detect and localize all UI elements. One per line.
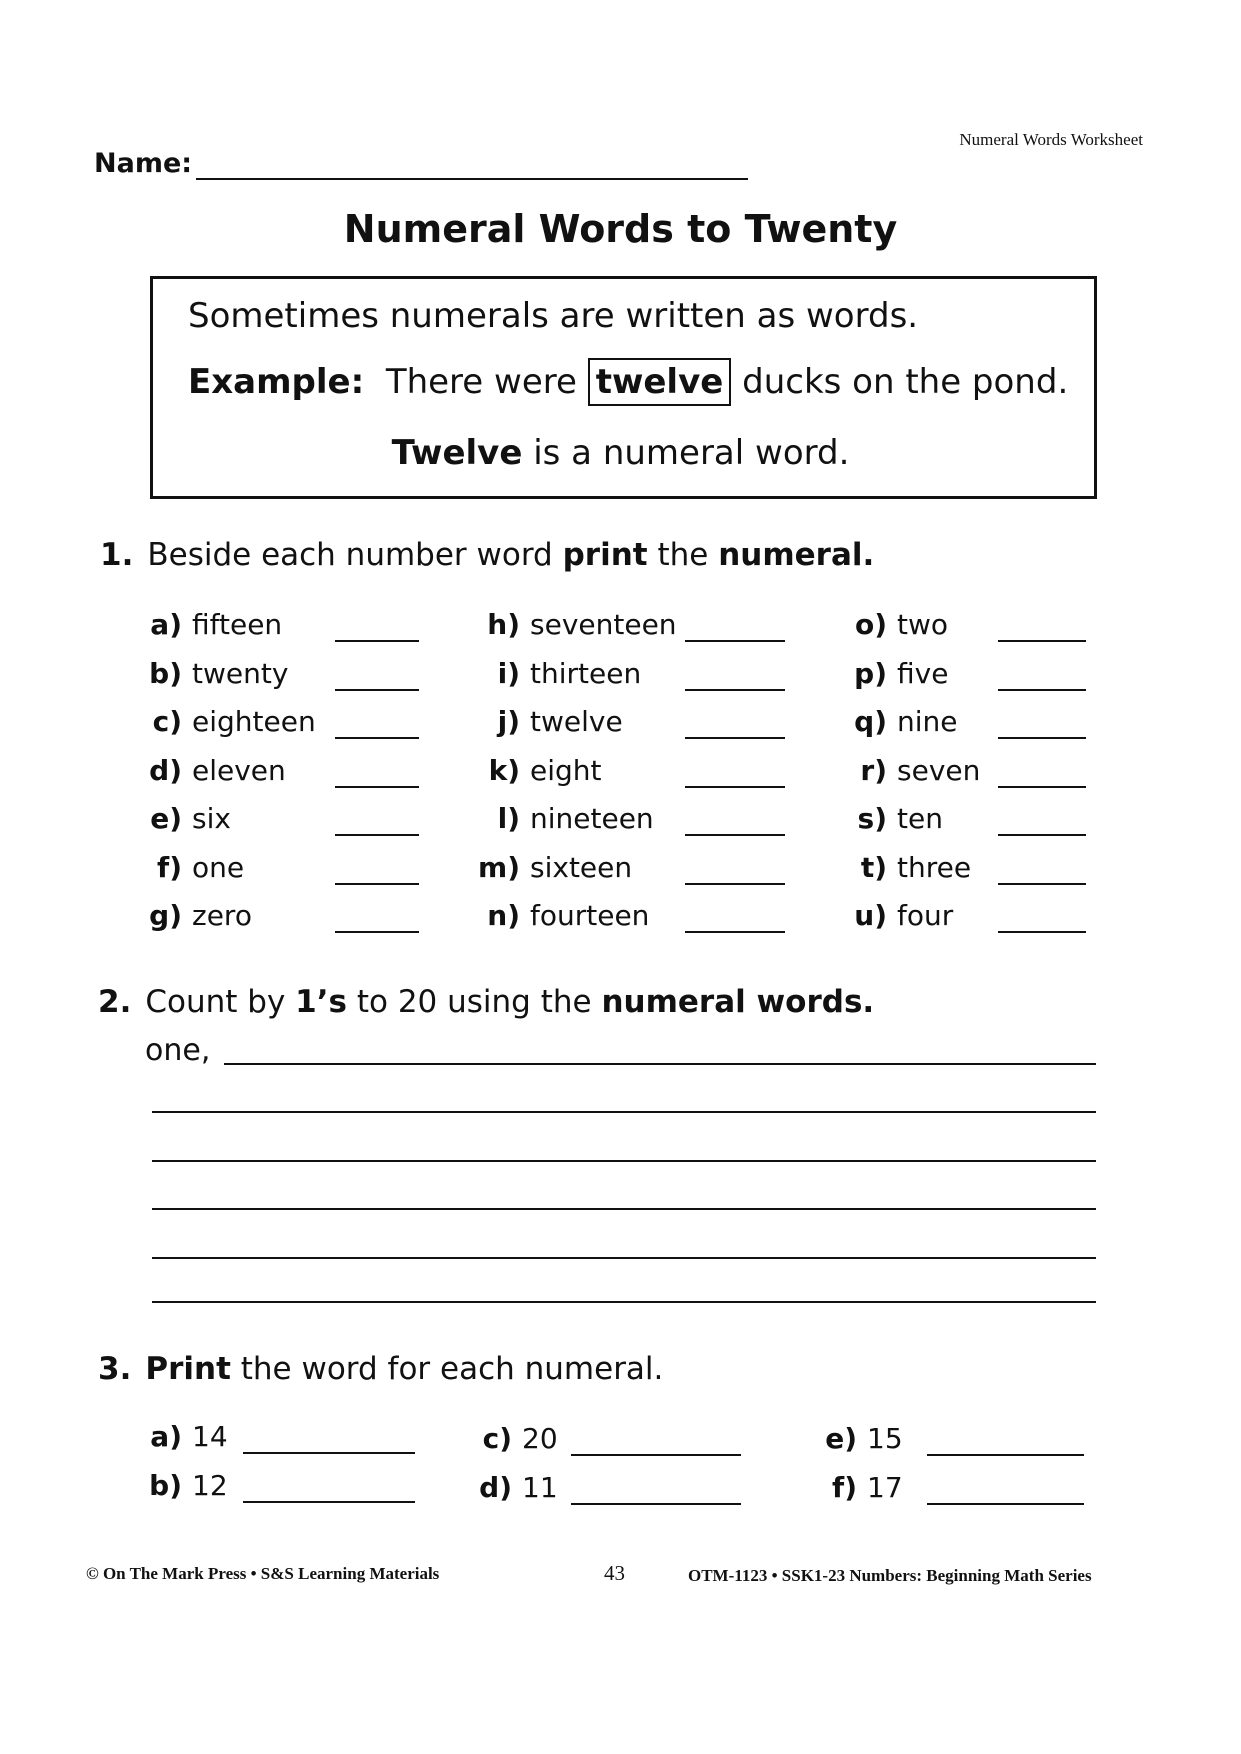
q1-answer-blank[interactable]	[335, 640, 419, 642]
q3-bold-a: Print	[145, 1351, 231, 1387]
q1-answer-blank[interactable]	[335, 737, 419, 739]
q1-item-word: seventeen	[530, 608, 677, 641]
q1-item-word: nine	[897, 705, 958, 738]
q1-item-letter: l)	[497, 802, 520, 835]
q1-item-letter: q)	[854, 705, 887, 738]
name-label: Name:	[94, 148, 193, 179]
question-1-number: 1.	[100, 537, 134, 573]
q1-answer-blank[interactable]	[685, 640, 785, 642]
q3-item-numeral: 20	[522, 1422, 558, 1455]
q1-item-word: sixteen	[530, 850, 633, 884]
question-2-prompt	[98, 984, 874, 1020]
q3-item-numeral: 12	[192, 1469, 228, 1502]
q3-answer-blank[interactable]	[243, 1452, 415, 1454]
q1-item	[845, 802, 943, 842]
q1-item-word: one	[192, 850, 245, 884]
info-line-1: Sometimes numerals are written as words.	[188, 296, 919, 336]
q1-item-letter: o)	[854, 608, 887, 641]
q1-item-letter: j)	[497, 705, 520, 738]
question-3-number: 3.	[98, 1351, 132, 1387]
q3-item-letter: b)	[149, 1469, 182, 1502]
q1-item	[845, 705, 958, 745]
q1-item	[140, 899, 252, 939]
q3-item	[140, 1469, 228, 1509]
count-line-3[interactable]	[152, 1160, 1096, 1162]
q1-item-word: fourteen	[530, 899, 650, 932]
q2-text-a: Count by	[145, 984, 286, 1020]
q1-item-letter: k)	[488, 753, 520, 787]
q1-item-word: six	[192, 802, 231, 835]
q3-item	[470, 1422, 558, 1462]
q1-item-word: eighteen	[192, 705, 316, 738]
q3-answer-blank[interactable]	[243, 1501, 415, 1503]
q1-item-word: five	[897, 656, 949, 690]
q1-item-letter: g)	[149, 899, 182, 932]
q2-text-b: to 20 using the	[356, 984, 592, 1020]
q1-item	[478, 657, 641, 697]
q1-item-word: three	[897, 850, 972, 884]
q1-answer-blank[interactable]	[685, 737, 785, 739]
q1-item-word: seven	[897, 753, 981, 787]
q1-item	[140, 802, 231, 842]
q1-item	[478, 754, 602, 794]
q1-item-letter: a)	[150, 608, 182, 641]
q3-answer-blank[interactable]	[571, 1454, 741, 1456]
footer-series: OTM-1123 • SSK1-23 Numbers: Beginning Math Series	[688, 1566, 1092, 1585]
q1-item-word: twelve	[530, 705, 623, 738]
q1-item	[478, 705, 623, 745]
q1-answer-blank[interactable]	[335, 786, 419, 788]
example-label: Example:	[188, 362, 365, 402]
q1-item	[845, 899, 953, 939]
q1-answer-blank[interactable]	[335, 834, 419, 836]
question-1-prompt	[100, 537, 874, 573]
q1-answer-blank[interactable]	[998, 737, 1086, 739]
page-title: Numeral Words to Twenty	[343, 207, 898, 251]
q1-item	[140, 608, 282, 648]
info-line-3	[0, 433, 1241, 473]
q1-item	[845, 851, 971, 891]
q1-item-word: nineteen	[530, 802, 654, 835]
q1-item-letter: e)	[150, 802, 182, 835]
q1-item-letter: i)	[497, 656, 520, 690]
q1-item	[845, 608, 948, 648]
q1-text-b: the	[657, 537, 709, 573]
info-line-3-bold: Twelve	[391, 433, 523, 473]
count-start: one,	[145, 1033, 211, 1068]
q1-answer-blank[interactable]	[335, 931, 419, 933]
q1-item	[140, 657, 288, 697]
q1-answer-blank[interactable]	[335, 883, 419, 885]
q1-item	[478, 802, 654, 842]
q1-item	[478, 899, 649, 939]
q1-item-word: thirteen	[530, 656, 642, 690]
q1-item-letter: c)	[152, 705, 182, 738]
q3-item	[815, 1422, 903, 1462]
info-example	[188, 362, 1068, 402]
q3-item-numeral: 11	[522, 1471, 558, 1504]
q1-answer-blank[interactable]	[998, 931, 1086, 933]
q1-item-letter: r)	[860, 753, 887, 787]
q1-answer-blank[interactable]	[998, 786, 1086, 788]
q1-item-word: two	[897, 608, 949, 641]
page-number: 43	[604, 1561, 625, 1585]
q3-item-letter: a)	[150, 1420, 182, 1453]
q1-item	[845, 754, 980, 794]
q1-item	[140, 754, 286, 794]
q3-answer-blank[interactable]	[927, 1503, 1084, 1505]
q1-answer-blank[interactable]	[685, 786, 785, 788]
q1-item-letter: n)	[487, 899, 520, 932]
q3-item-letter: e)	[825, 1422, 857, 1455]
q1-answer-blank[interactable]	[998, 883, 1086, 885]
q1-item-word: fifteen	[192, 608, 283, 641]
q1-item	[140, 705, 316, 745]
q1-answer-blank[interactable]	[335, 689, 419, 691]
q1-answer-blank[interactable]	[685, 883, 785, 885]
q3-item	[470, 1471, 558, 1511]
q1-answer-blank[interactable]	[998, 834, 1086, 836]
q1-item-word: eleven	[192, 753, 286, 787]
q3-item-numeral: 15	[867, 1422, 903, 1455]
q3-item-letter: c)	[482, 1422, 512, 1455]
count-line-4[interactable]	[152, 1208, 1096, 1210]
q1-item-letter: h)	[487, 608, 520, 641]
q3-item-letter: d)	[479, 1471, 512, 1504]
q1-bold-a: print	[562, 537, 648, 573]
count-line-2[interactable]	[152, 1111, 1096, 1113]
q1-item-letter: t)	[860, 850, 887, 884]
q1-item-word: four	[897, 899, 954, 932]
q1-item-letter: b)	[149, 656, 182, 690]
q1-item-letter: d)	[149, 753, 182, 787]
q1-bold-b: numeral.	[718, 537, 875, 573]
info-line-3-rest: is a numeral word.	[533, 433, 850, 473]
q3-item-numeral: 14	[192, 1420, 228, 1453]
q1-item-word: ten	[897, 802, 943, 835]
q1-item	[478, 608, 677, 648]
q3-text-a: the word for each numeral.	[240, 1351, 664, 1387]
count-line-6[interactable]	[152, 1301, 1096, 1303]
q3-answer-blank[interactable]	[571, 1503, 741, 1505]
question-3-prompt	[98, 1351, 663, 1387]
q3-item	[815, 1471, 903, 1511]
question-2-number: 2.	[98, 984, 132, 1020]
q1-item	[140, 851, 244, 891]
q1-item	[845, 657, 948, 697]
q1-item-word: eight	[530, 753, 602, 787]
example-after: ducks on the pond.	[742, 362, 1069, 402]
q1-answer-blank[interactable]	[685, 834, 785, 836]
q1-item-letter: p)	[854, 656, 887, 690]
q1-item-word: twenty	[192, 656, 289, 690]
q3-item	[140, 1420, 228, 1460]
q1-item-letter: f)	[157, 850, 182, 884]
q1-text-a: Beside each number word	[147, 537, 553, 573]
q1-item-letter: u)	[854, 899, 887, 932]
q1-item-letter: m)	[478, 850, 520, 884]
footer-publisher: © On The Mark Press • S&S Learning Materials	[86, 1564, 440, 1583]
q3-answer-blank[interactable]	[927, 1454, 1084, 1456]
q1-answer-blank[interactable]	[998, 640, 1086, 642]
count-line-5[interactable]	[152, 1257, 1096, 1259]
worksheet-tag: Numeral Words Worksheet	[959, 130, 1143, 149]
q1-answer-blank[interactable]	[685, 931, 785, 933]
q1-answer-blank[interactable]	[998, 689, 1086, 691]
q3-item-letter: f)	[832, 1471, 857, 1504]
q1-item-word: zero	[192, 899, 252, 932]
q1-answer-blank[interactable]	[685, 689, 785, 691]
q2-bold-a: 1’s	[295, 984, 347, 1020]
q1-item-letter: s)	[857, 802, 887, 835]
q3-item-numeral: 17	[867, 1471, 903, 1504]
q1-item	[478, 851, 632, 891]
q2-bold-b: numeral words.	[601, 984, 875, 1020]
example-word: twelve	[588, 358, 732, 406]
example-before: There were	[385, 362, 577, 402]
name-line[interactable]	[196, 178, 748, 180]
count-line-1[interactable]	[224, 1063, 1096, 1065]
